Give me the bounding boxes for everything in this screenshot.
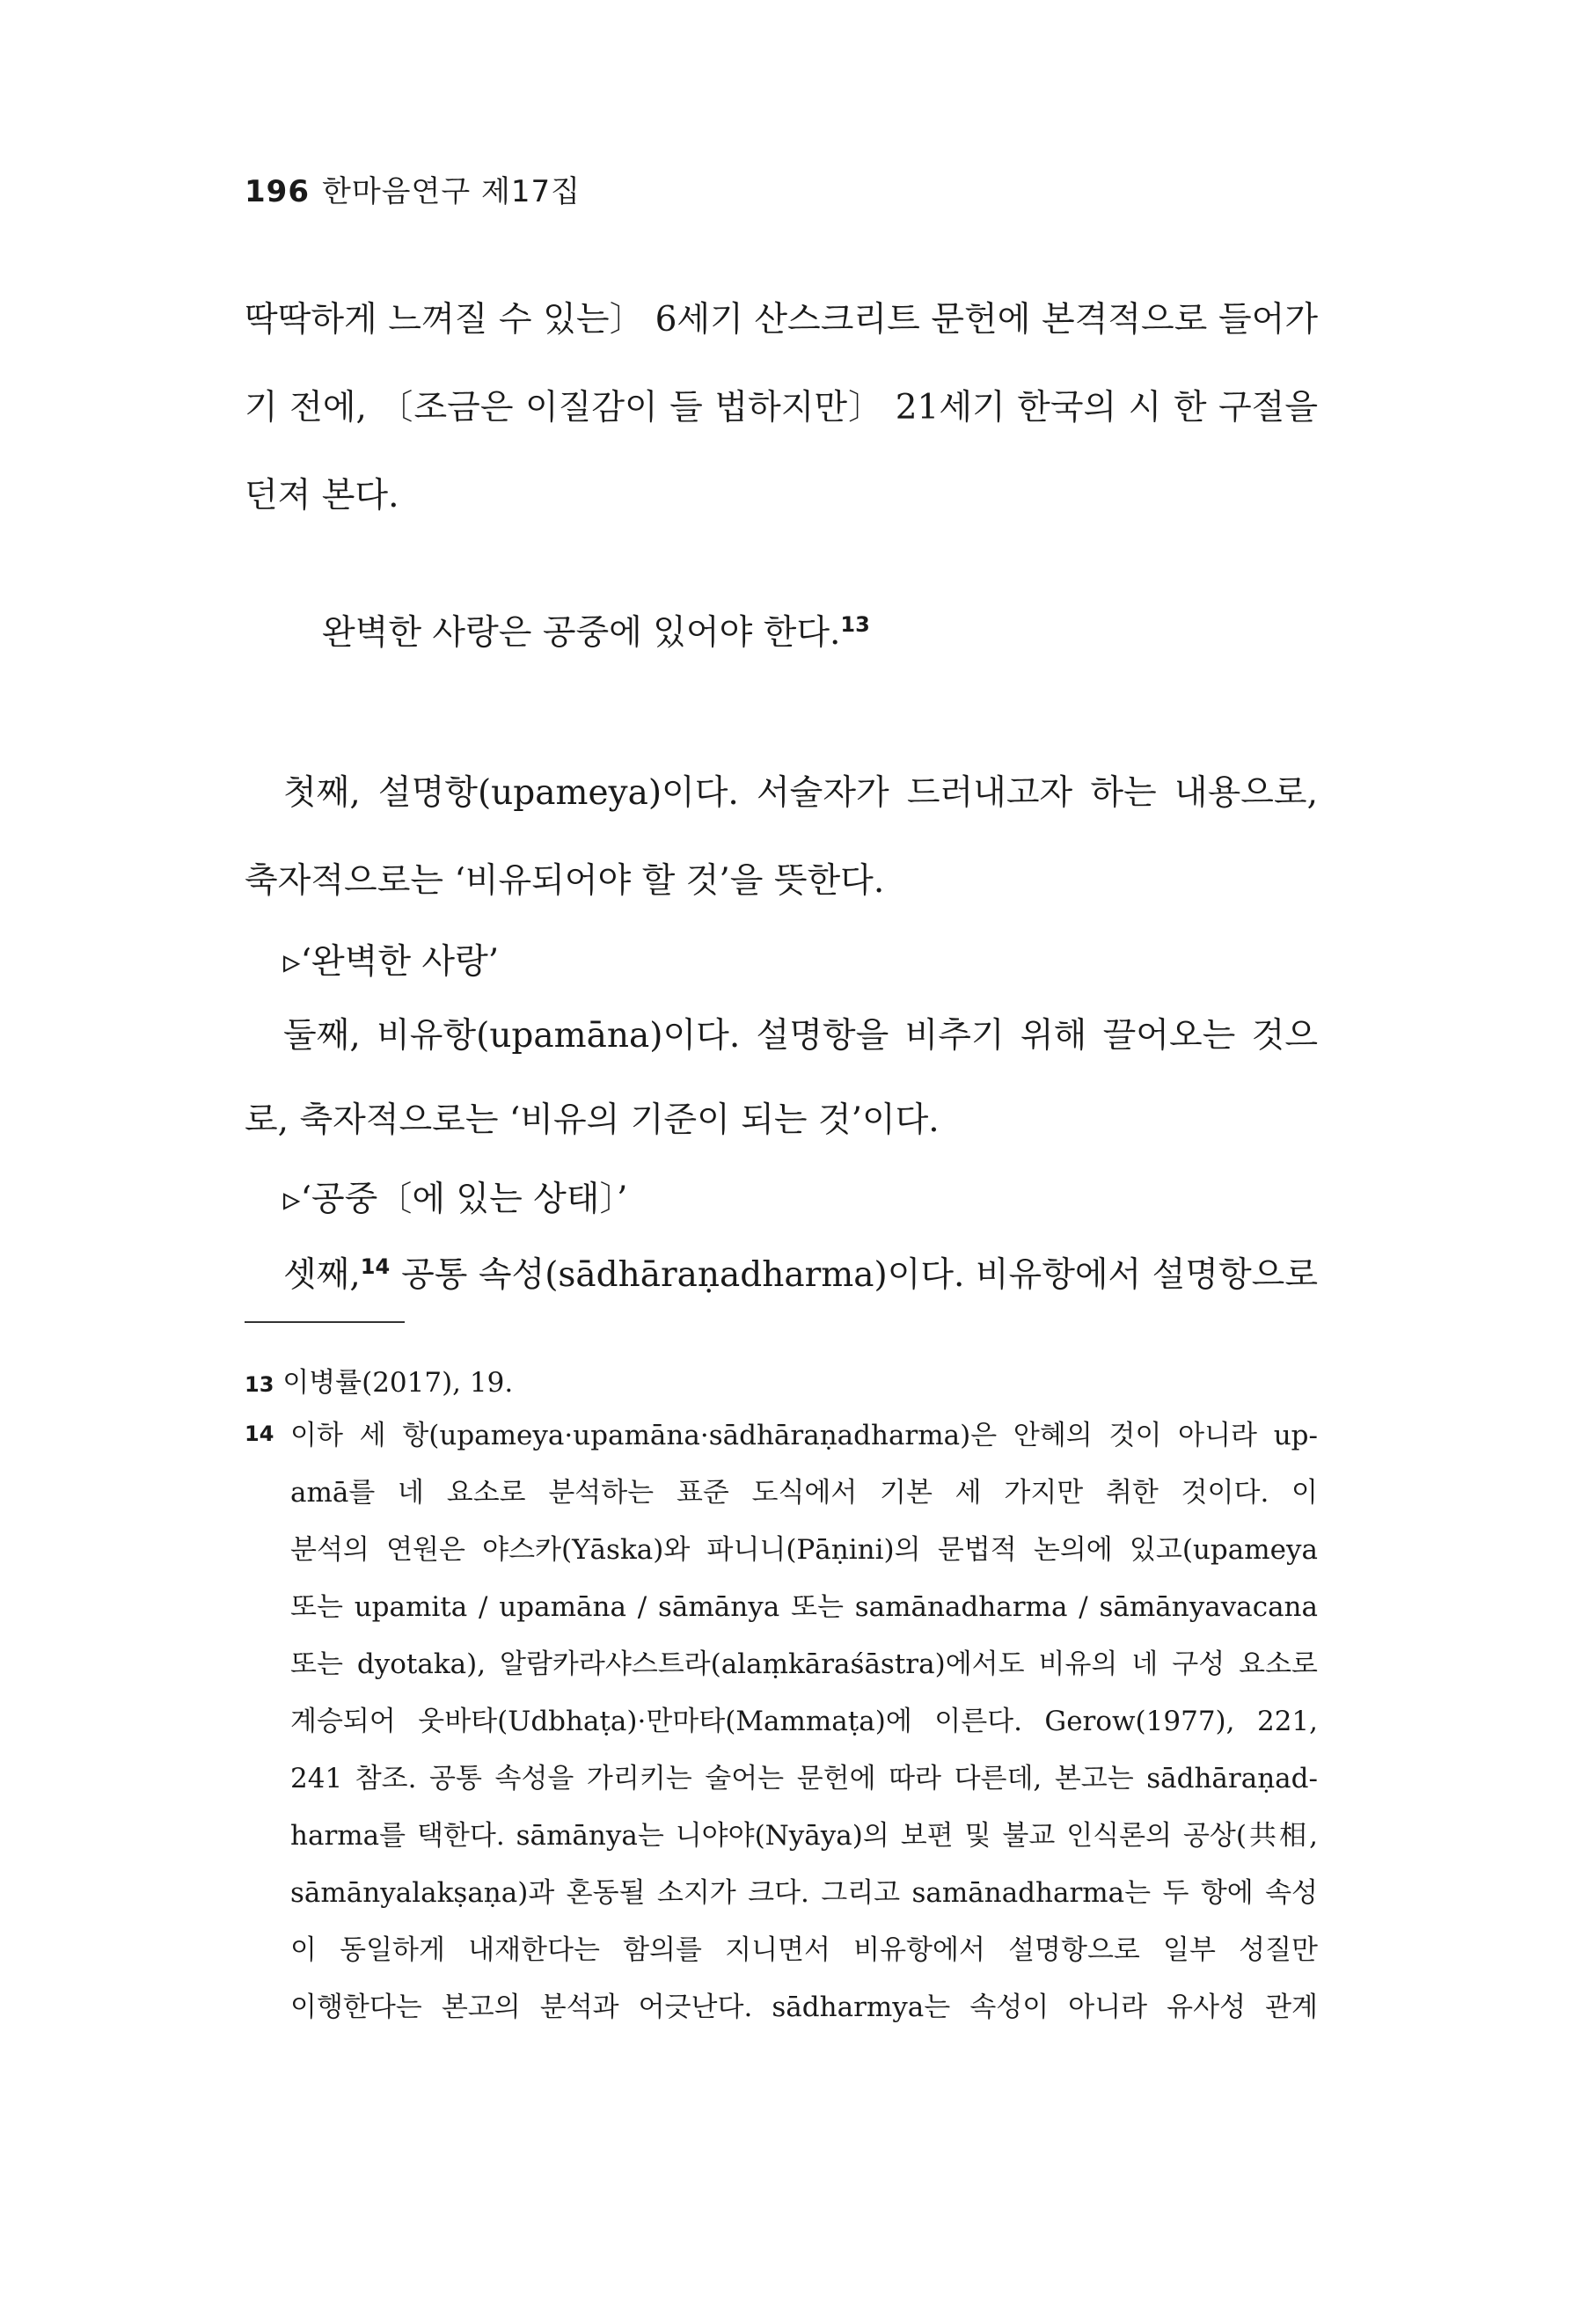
example-upameya: ▹‘완벽한 사랑’ bbox=[283, 942, 500, 982]
footnote-14-number-wrap bbox=[245, 1416, 274, 1448]
paragraph-line: 기 전에, 〔조금은 이질감이 들 법하지만〕 21세기 한국의 시 한 구절을 bbox=[245, 388, 1318, 428]
third-term-lead bbox=[283, 1247, 390, 1297]
footnote-divider bbox=[245, 1321, 405, 1323]
footnote-line: 이행한다는 본고의 분석과 어긋난다. sādharmya는 속성이 아니라 유사성 관계 bbox=[290, 1991, 1318, 2023]
paragraph-line: 딱딱하게 느껴질 수 있는〕 6세기 산스크리트 문헌에 본격적으로 들어가 bbox=[245, 300, 1318, 340]
journal-title: 한마음연구 제17집 bbox=[321, 174, 581, 209]
example-upamana: ▹‘공중〔에 있는 상태〕’ bbox=[283, 1180, 628, 1219]
paragraph-line bbox=[283, 1247, 1318, 1297]
third-term-label: 셋째, bbox=[283, 1255, 361, 1295]
footnote-line: 계승되어 웃바타(Udbhaṭa)·만마타(Mammaṭa)에 이른다. Gerow(1977), 221, bbox=[290, 1706, 1318, 1737]
paragraph-line: 첫째, 설명항(upameya)이다. 서술자가 드러내고자 하는 내용으로, bbox=[283, 773, 1318, 813]
footnote-number: 13 bbox=[245, 1372, 274, 1397]
footnote-13 bbox=[245, 1360, 513, 1400]
footnote-line: 또는 dyotaka), 알람카라샤스트라(alaṃkāraśāstra)에서도 비유의 네 구성 요소로 bbox=[290, 1648, 1318, 1680]
paragraph-line: 로, 축자적으로는 ‘비유의 기준이 되는 것’이다. bbox=[245, 1100, 940, 1140]
footnote-line: 이하 세 항(upameya·upamāna·sādhāraṇadharma)은 안혜의 것이 아니라 up- bbox=[290, 1420, 1318, 1451]
paragraph-line: 축자적으로는 ‘비유되어야 할 것’을 뜻한다. bbox=[245, 861, 885, 901]
poem-quote-text: 완벽한 사랑은 공중에 있어야 한다. bbox=[322, 613, 841, 653]
footnote-line: amā를 네 요소로 분석하는 표준 도식에서 기본 세 가지만 취한 것이다. 이 bbox=[290, 1477, 1318, 1509]
paragraph-line: 둘째, 비유항(upamāna)이다. 설명항을 비추기 위해 끌어오는 것으 bbox=[283, 1016, 1318, 1056]
footnote-text: 이병률(2017), 19. bbox=[282, 1367, 514, 1399]
footnote-ref-14[interactable]: 14 bbox=[360, 1254, 391, 1279]
footnote-number: 14 bbox=[245, 1421, 274, 1446]
footnote-ref-13[interactable]: 13 bbox=[840, 612, 870, 637]
third-term-text: 공통 속성(sādhāraṇadharma)이다. 비유항에서 설명항으로 bbox=[401, 1255, 1318, 1295]
footnote-line: 분석의 연원은 야스카(Yāska)와 파니니(Pāṇini)의 문법적 논의에 있고(upameya bbox=[290, 1534, 1318, 1566]
paragraph-line: 던져 본다. bbox=[245, 476, 399, 515]
footnote-line: 241 참조. 공통 속성을 가리키는 술어는 문헌에 따라 다른데, 본고는 sādhāraṇad- bbox=[290, 1763, 1318, 1794]
footnote-line: harma를 택한다. sāmānya는 니야야(Nyāya)의 보편 및 불교 인식론의 공상(共相, bbox=[290, 1820, 1318, 1852]
footnote-line: 또는 upamita / upamāna / sāmānya 또는 samānadharma / sāmānyavacana bbox=[290, 1591, 1318, 1623]
footnote-line: 이 동일하게 내재한다는 함의를 지니면서 비유항에서 설명항으로 일부 성질만 bbox=[290, 1934, 1318, 1966]
running-header bbox=[245, 167, 581, 210]
footnote-line: sāmānyalakṣaṇa)과 혼동될 소지가 크다. 그리고 samānadharma는 두 항에 속성 bbox=[290, 1877, 1318, 1909]
poem-quote bbox=[322, 605, 870, 654]
page-number: 196 bbox=[245, 174, 310, 209]
